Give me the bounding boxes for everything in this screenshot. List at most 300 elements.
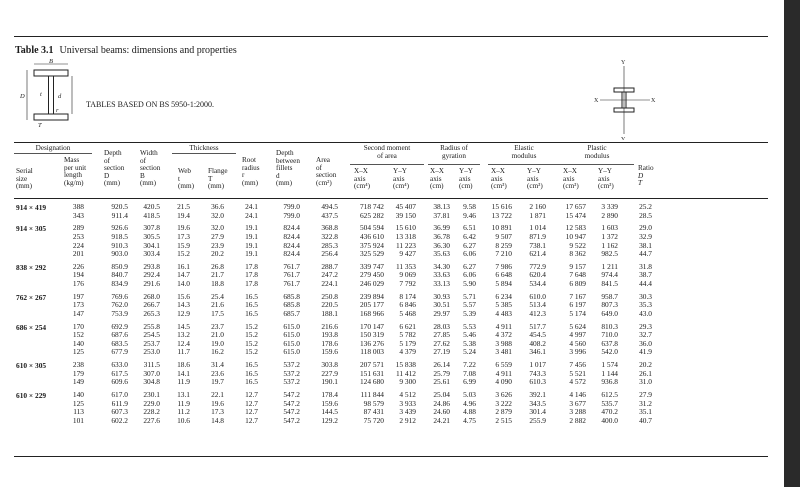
- cell-depth-fillets: 685.7: [283, 308, 300, 318]
- cell-zxx: 8 259: [495, 240, 512, 250]
- cell-ryy: 6.42: [463, 231, 476, 241]
- header-mass-line: length: [64, 171, 82, 180]
- header-area-line: of: [316, 163, 322, 172]
- cell-ryy: 4.75: [463, 415, 476, 425]
- cell-web: 17.3: [177, 231, 190, 241]
- header-depth-fillets-line: (mm): [276, 179, 292, 188]
- cell-ryy: 6.27: [463, 261, 476, 271]
- cell-web: 15.9: [177, 240, 190, 250]
- gyration-underline: [428, 164, 480, 165]
- header-xx-cm3-plastic-line: (cm³): [563, 182, 579, 191]
- cell-rxx: 25.04: [433, 390, 450, 399]
- cell-depth-fillets: 761.7: [283, 261, 300, 271]
- cell-syy: 810.3: [601, 321, 618, 331]
- cell-root-radius: 19.1: [245, 240, 258, 250]
- cell-zyy: 346.1: [529, 347, 546, 357]
- cell-depth-fillets: 799.0: [283, 210, 300, 220]
- cell-rxx: 24.21: [433, 415, 450, 425]
- cell-sxx: 5 521: [569, 368, 586, 378]
- cell-zyy: 610.3: [529, 377, 546, 387]
- cell-iyy: 5 468: [399, 308, 416, 318]
- table-caption: Universal beams: dimensions and properties: [59, 45, 237, 56]
- cell-mass: 388: [72, 202, 84, 211]
- header-elastic-modulus: [512, 145, 537, 160]
- cell-depth-fillets: 537.2: [283, 377, 300, 387]
- cell-ixx: 279 450: [359, 270, 384, 280]
- cell-zxx: 3 626: [495, 390, 512, 399]
- cell-syy: 936.8: [601, 377, 618, 387]
- cell-web: 11.9: [177, 377, 190, 387]
- cell-root-radius: 15.2: [245, 321, 258, 331]
- cell-flange: 21.7: [211, 270, 224, 280]
- cell-mass: 170: [72, 321, 84, 331]
- cell-iyy: 11 412: [395, 368, 416, 378]
- header-depth-fillets-line: between: [276, 156, 300, 165]
- header-radius-gyration-line: Radius of: [440, 144, 468, 152]
- cell-rxx: 24.86: [433, 398, 450, 408]
- header-flange-line: Flange: [208, 167, 228, 175]
- cell-mass: 176: [72, 279, 84, 288]
- header-web-line: t: [178, 174, 180, 183]
- cell-area: 178.6: [321, 338, 338, 348]
- serial-size-label: 610 × 229: [16, 391, 47, 400]
- header-depth-line: of: [104, 156, 110, 165]
- cell-ixx: 625 282: [359, 210, 384, 220]
- header-designation-line: Designation: [35, 144, 71, 152]
- cell-iyy: 9 069: [399, 270, 416, 280]
- cell-ixx: 75 720: [363, 415, 384, 425]
- cell-flange: 19.0: [211, 338, 224, 348]
- header-yy-cm-line: axis: [459, 174, 471, 183]
- header-second-moment-line: Second moment: [363, 144, 411, 152]
- cell-area: 227.9: [321, 368, 338, 378]
- cell-width: 254.5: [143, 330, 160, 340]
- header-yy-cm3-plastic-line: (cm³): [598, 182, 614, 191]
- header-width-line: section: [140, 164, 161, 173]
- cell-ixx: 118 003: [360, 347, 384, 357]
- axes-diagram: [594, 58, 658, 140]
- cell-iyy: 13 318: [395, 231, 416, 241]
- cell-ryy: 6.06: [463, 270, 476, 280]
- serial-size-label: 838 × 292: [16, 262, 47, 272]
- cell-root-radius: 16.5: [245, 368, 258, 378]
- header-area-line: Area: [316, 156, 330, 164]
- cell-iyy: 45 407: [395, 202, 416, 211]
- cell-ratio: 26.1: [639, 368, 652, 378]
- scan-edge: [784, 0, 800, 487]
- header-depth: [104, 150, 124, 188]
- cell-zxx: 10 891: [491, 223, 512, 233]
- cell-ryy: 6.06: [463, 249, 476, 259]
- header-root-radius-line: (mm): [242, 178, 258, 187]
- cell-area: 188.1: [321, 308, 338, 318]
- cell-zxx: 9 507: [495, 231, 512, 241]
- cell-syy: 1 372: [601, 231, 618, 241]
- cell-zyy: 412.3: [529, 308, 546, 318]
- cell-flange: 21.6: [211, 300, 224, 310]
- header-serial-size-line: Serial: [16, 167, 33, 175]
- header-xx-cm: [430, 168, 444, 191]
- cell-web: 11.7: [177, 347, 190, 357]
- cell-web: 12.9: [177, 308, 190, 318]
- cell-mass: 147: [72, 308, 84, 318]
- cell-sxx: 15 474: [565, 210, 586, 220]
- cell-zyy: 738.1: [529, 240, 546, 250]
- bottom-rule: [14, 456, 768, 457]
- cell-width: 268.0: [143, 291, 160, 301]
- cell-ryy: 5.46: [463, 330, 476, 340]
- serial-size-label: 762 × 267: [16, 292, 47, 302]
- header-yy-cm3-line: Y–Y: [527, 167, 541, 175]
- cell-zxx: 3 481: [495, 347, 512, 357]
- cell-zyy: 620.4: [529, 270, 546, 280]
- header-yy-cm-line: (cm): [459, 182, 473, 191]
- cell-root-radius: 17.8: [245, 279, 258, 288]
- cell-web: 14.7: [177, 270, 190, 280]
- cell-mass: 226: [72, 261, 84, 271]
- header-xx-cm3-plastic-line: X–X: [563, 167, 577, 175]
- cell-syy: 710.0: [601, 330, 618, 340]
- header-area-line: (cm²): [316, 178, 332, 187]
- cell-mass: 101: [72, 415, 84, 425]
- header-mass: [64, 157, 86, 187]
- cell-rxx: 33.13: [433, 279, 450, 288]
- cell-sxx: 10 947: [565, 231, 586, 241]
- cell-depth: 677.9: [111, 347, 128, 357]
- header-depth-line: Depth: [104, 149, 122, 157]
- cell-width: 293.8: [143, 261, 160, 271]
- cell-iyy: 5 782: [399, 330, 416, 340]
- cell-ratio: 41.9: [639, 347, 652, 357]
- cell-zyy: 534.4: [529, 279, 546, 288]
- cell-ratio: 29.0: [639, 223, 652, 233]
- cell-ratio: 27.9: [639, 390, 652, 399]
- cell-web: 15.2: [177, 249, 190, 259]
- cell-iyy: 2 912: [399, 415, 416, 425]
- cell-sxx: 7 456: [569, 360, 586, 370]
- cell-sxx: 3 288: [569, 407, 586, 417]
- cell-root-radius: 12.7: [245, 407, 258, 417]
- cell-iyy: 15 838: [395, 360, 416, 370]
- cell-syy: 3 339: [601, 202, 618, 211]
- cell-flange: 22.1: [211, 390, 224, 399]
- header-plastic-modulus-line: Plastic: [587, 144, 607, 152]
- cell-flange: 18.8: [211, 279, 224, 288]
- cell-ixx: 124 680: [359, 377, 384, 387]
- cell-syy: 1 144: [601, 368, 618, 378]
- header-area: [316, 157, 336, 187]
- cell-rxx: 29.97: [433, 308, 450, 318]
- cell-iyy: 15 610: [395, 223, 416, 233]
- cell-syy: 807.3: [601, 300, 618, 310]
- header-depth-fillets: [276, 150, 300, 188]
- cell-web: 21.5: [177, 202, 190, 211]
- cell-mass: 149: [72, 377, 84, 387]
- cell-mass: 125: [72, 398, 84, 408]
- cell-zyy: 871.9: [529, 231, 546, 241]
- cell-web: 16.1: [177, 261, 190, 271]
- cell-width: 266.7: [143, 300, 160, 310]
- label-t-web: t: [40, 91, 42, 98]
- cell-rxx: 24.60: [433, 407, 450, 417]
- cell-depth: 609.6: [111, 377, 128, 387]
- cell-depth-fillets: 547.2: [283, 407, 300, 417]
- cell-area: 322.8: [321, 231, 338, 241]
- cell-zyy: 392.1: [529, 390, 546, 399]
- cell-web: 10.6: [177, 415, 190, 425]
- header-radius-gyration: [440, 145, 468, 160]
- cell-depth: 692.9: [111, 321, 128, 331]
- cell-flange: 21.0: [211, 330, 224, 340]
- cell-iyy: 6 621: [399, 321, 416, 331]
- cell-sxx: 9 522: [569, 240, 586, 250]
- header-yy-cm3-plastic: [598, 168, 614, 191]
- serial-size-label: 914 × 305: [16, 224, 47, 234]
- cell-depth: 753.9: [111, 308, 128, 318]
- cell-mass: 253: [72, 231, 84, 241]
- header-width-line: B: [140, 171, 145, 180]
- header-serial-size-line: (mm): [16, 182, 32, 191]
- cell-ixx: 504 594: [359, 223, 384, 233]
- cell-zyy: 743.3: [529, 368, 546, 378]
- cell-rxx: 34.30: [433, 261, 450, 271]
- cell-zxx: 6 648: [495, 270, 512, 280]
- cell-web: 13.2: [177, 330, 190, 340]
- cell-rxx: 27.19: [433, 347, 450, 357]
- cell-ixx: 150 319: [359, 330, 384, 340]
- cell-iyy: 4 379: [399, 347, 416, 357]
- cell-iyy: 8 174: [399, 291, 416, 301]
- header-area-line: section: [316, 171, 337, 180]
- cell-ratio: 31.2: [639, 398, 652, 408]
- moment-underline: [350, 164, 424, 165]
- cell-ixx: 246 029: [359, 279, 384, 288]
- cell-area: 288.7: [321, 261, 338, 271]
- cell-root-radius: 15.2: [245, 338, 258, 348]
- cell-depth-fillets: 547.2: [283, 390, 300, 399]
- cell-syy: 982.5: [601, 249, 618, 259]
- cell-rxx: 30.51: [433, 300, 450, 310]
- cell-width: 305.5: [143, 231, 160, 241]
- cell-syy: 542.0: [601, 347, 618, 357]
- cell-rxx: 38.13: [433, 202, 450, 211]
- cell-ryy: 5.90: [463, 279, 476, 288]
- cell-ryy: 5.71: [463, 291, 476, 301]
- axis-y-bottom: Y: [621, 137, 626, 140]
- cell-zxx: 5 385: [495, 300, 512, 310]
- cell-zxx: 5 894: [495, 279, 512, 288]
- cell-zxx: 7 986: [495, 261, 512, 271]
- label-d-fillets: d: [58, 93, 62, 100]
- cell-root-radius: 17.8: [245, 270, 258, 280]
- cell-ratio: 32.7: [639, 330, 652, 340]
- cell-width: 303.4: [143, 249, 160, 259]
- cell-root-radius: 19.1: [245, 249, 258, 259]
- cell-ratio: 31.0: [639, 377, 652, 387]
- cell-depth-fillets: 685.8: [283, 300, 300, 310]
- cell-area: 224.1: [321, 279, 338, 288]
- cell-rxx: 36.30: [433, 240, 450, 250]
- cell-syy: 841.5: [601, 279, 618, 288]
- cell-syy: 612.5: [601, 390, 618, 399]
- cell-zyy: 772.9: [529, 261, 546, 271]
- cell-rxx: 35.63: [433, 249, 450, 259]
- plastic-underline: [560, 164, 634, 165]
- cell-ryy: 6.99: [463, 377, 476, 387]
- cell-ryy: 5.53: [463, 321, 476, 331]
- cell-ryy: 9.46: [463, 210, 476, 220]
- cell-area: 144.5: [321, 407, 338, 417]
- header-plastic-modulus: [585, 145, 610, 160]
- cell-ratio: 35.1: [639, 407, 652, 417]
- cell-depth: 633.0: [111, 360, 128, 370]
- cell-depth: 611.9: [111, 398, 128, 408]
- thickness-underline: [172, 153, 236, 154]
- cell-mass: 197: [72, 291, 84, 301]
- cell-depth: 918.5: [111, 231, 128, 241]
- header-bottom-rule: [14, 198, 768, 199]
- cell-area: 256.4: [321, 249, 338, 259]
- cell-depth: 903.0: [111, 249, 128, 259]
- cell-rxx: 30.93: [433, 291, 450, 301]
- header-root-radius-line: Root: [242, 156, 256, 164]
- cell-root-radius: 16.5: [245, 377, 258, 387]
- header-xx-cm3-line: (cm³): [491, 182, 507, 191]
- header-yy-cm3-line: (cm³): [527, 182, 543, 191]
- cell-zyy: 1 014: [529, 223, 546, 233]
- cell-depth-fillets: 547.2: [283, 398, 300, 408]
- label-d-depth: D: [20, 93, 25, 100]
- header-xx-cm3-plastic: [563, 168, 579, 191]
- cell-width: 230.1: [143, 390, 160, 399]
- cell-area: 216.6: [321, 321, 338, 331]
- cell-iyy: 5 179: [399, 338, 416, 348]
- cell-root-radius: 16.5: [245, 291, 258, 301]
- header-elastic-modulus-line: Elastic: [514, 144, 534, 152]
- cell-ryy: 4.88: [463, 407, 476, 417]
- cell-sxx: 12 583: [565, 223, 586, 233]
- cell-area: 159.6: [321, 398, 338, 408]
- cell-zxx: 3 222: [495, 398, 512, 408]
- cell-area: 303.8: [321, 360, 338, 370]
- elastic-underline: [488, 164, 560, 165]
- cell-flange: 31.4: [211, 360, 224, 370]
- cell-depth: 840.7: [111, 270, 128, 280]
- header-thickness-line: Thickness: [189, 144, 219, 152]
- cell-syy: 1 574: [601, 360, 618, 370]
- cell-ixx: 239 894: [359, 291, 384, 301]
- header-web: [178, 168, 194, 191]
- cell-width: 418.5: [143, 210, 160, 220]
- cell-ratio: 32.9: [639, 231, 652, 241]
- cell-ratio: 35.3: [639, 300, 652, 310]
- cell-zxx: 13 722: [491, 210, 512, 220]
- header-yy-cm3: [527, 168, 543, 191]
- cell-width: 307.8: [143, 223, 160, 233]
- cell-width: 307.0: [143, 368, 160, 378]
- cell-width: 311.5: [143, 360, 160, 370]
- header-ratio-line: D: [638, 171, 644, 180]
- cell-mass: 201: [72, 249, 84, 259]
- header-radius-gyration-line: gyration: [442, 151, 466, 160]
- cell-depth-fillets: 537.2: [283, 360, 300, 370]
- cell-depth-fillets: 761.7: [283, 279, 300, 288]
- cell-depth-fillets: 615.0: [283, 338, 300, 348]
- cell-width: 228.2: [143, 407, 160, 417]
- cell-mass: 173: [72, 300, 84, 310]
- cell-root-radius: 24.1: [245, 210, 258, 220]
- cell-sxx: 5 174: [569, 308, 586, 318]
- cell-ratio: 29.3: [639, 321, 652, 331]
- header-depth-line: (mm): [104, 179, 120, 188]
- cell-depth: 920.5: [111, 202, 128, 211]
- cell-sxx: 4 997: [569, 330, 586, 340]
- cell-depth-fillets: 824.4: [283, 231, 300, 241]
- header-elastic-modulus-line: modulus: [511, 151, 537, 160]
- cell-width: 253.7: [143, 338, 160, 348]
- cell-ratio: 40.7: [639, 415, 652, 425]
- cell-sxx: 5 624: [569, 321, 586, 331]
- cell-web: 11.9: [177, 398, 190, 408]
- header-plastic-modulus-line: modulus: [584, 151, 610, 160]
- beam-section-diagram: [14, 58, 76, 128]
- cell-sxx: 6 197: [569, 300, 586, 310]
- header-second-moment-line: of area: [377, 151, 397, 160]
- header-yy-cm4-line: (cm⁴): [393, 182, 410, 191]
- cell-ixx: 375 924: [359, 240, 384, 250]
- cell-ryy: 6.27: [463, 240, 476, 250]
- cell-syy: 974.4: [601, 270, 618, 280]
- cell-rxx: 25.61: [433, 377, 450, 387]
- cell-area: 220.5: [321, 300, 338, 310]
- cell-flange: 19.6: [211, 398, 224, 408]
- cell-ixx: 339 747: [359, 261, 384, 271]
- cell-depth: 617.0: [111, 390, 128, 399]
- cell-depth-fillets: 685.8: [283, 291, 300, 301]
- cell-zxx: 6 559: [495, 360, 512, 370]
- header-xx-cm-line: X–X: [430, 167, 444, 175]
- cell-ryy: 9.58: [463, 202, 476, 211]
- cell-zyy: 454.5: [529, 330, 546, 340]
- cell-depth: 607.3: [111, 407, 128, 417]
- header-xx-cm4-line: X–X: [354, 167, 368, 175]
- cell-flange: 27.9: [211, 231, 224, 241]
- cell-ryy: 5.39: [463, 308, 476, 318]
- cell-web: 12.4: [177, 338, 190, 348]
- cell-ixx: 111 844: [360, 390, 384, 399]
- cell-ixx: 170 147: [359, 321, 384, 331]
- cell-rxx: 37.81: [433, 210, 450, 220]
- cell-zxx: 4 911: [495, 368, 512, 378]
- header-flange-line: T: [208, 174, 213, 183]
- cell-area: 159.6: [321, 347, 338, 357]
- header-yy-cm4-line: axis: [393, 174, 405, 183]
- cell-width: 255.8: [143, 321, 160, 331]
- cell-iyy: 9 427: [399, 249, 416, 259]
- cell-root-radius: 19.1: [245, 231, 258, 241]
- header-root-radius-line: radius: [242, 163, 260, 172]
- cell-ratio: 25.2: [639, 202, 652, 211]
- cell-zyy: 408.2: [529, 338, 546, 348]
- cell-ixx: 207 571: [359, 360, 384, 370]
- cell-depth: 926.6: [111, 223, 128, 233]
- cell-web: 14.0: [177, 279, 190, 288]
- cell-depth-fillets: 824.4: [283, 240, 300, 250]
- cell-flange: 23.9: [211, 240, 224, 250]
- cell-syy: 958.7: [601, 291, 618, 301]
- cell-root-radius: 19.1: [245, 223, 258, 233]
- cell-zyy: 1 017: [529, 360, 546, 370]
